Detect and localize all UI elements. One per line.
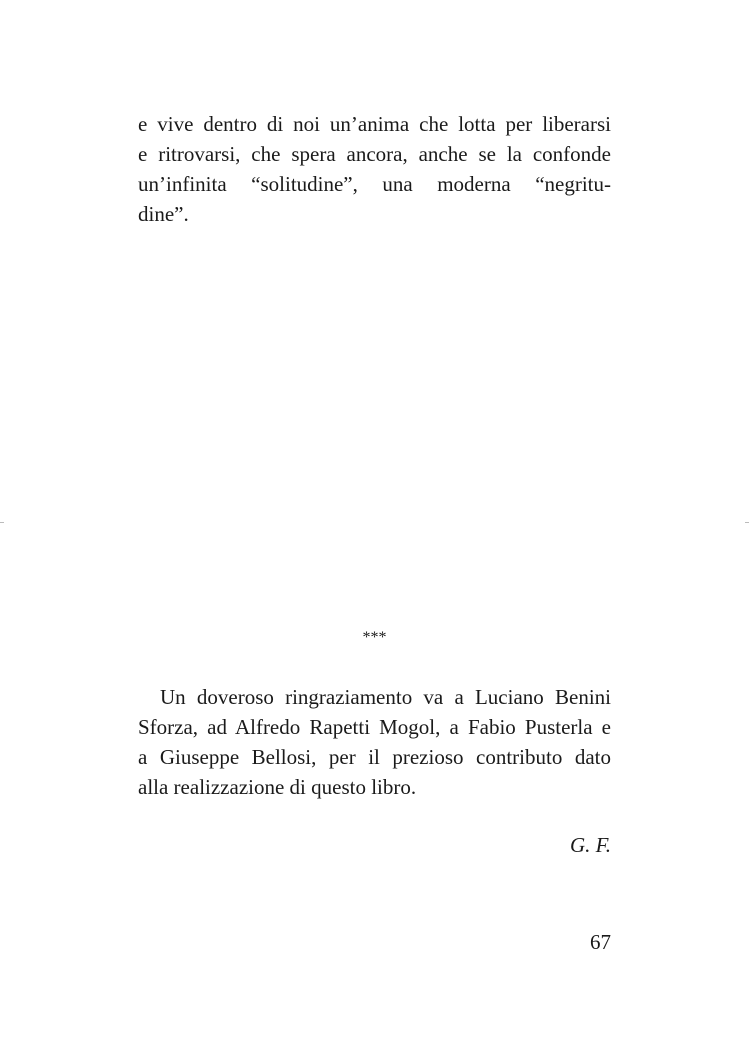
text-line: a Giuseppe Bellosi, per il prezioso contributo dato xyxy=(138,745,611,769)
section-separator: *** xyxy=(362,629,387,646)
text-line: alla realizzazione di questo libro. xyxy=(138,775,417,799)
text-line: Un doveroso ringraziamento va a Luciano Benini xyxy=(160,685,611,709)
text-line: Sforza, ad Alfredo Rapetti Mogol, a Fabio Pusterla e xyxy=(138,715,611,739)
crop-mark-right xyxy=(745,522,749,523)
acknowledgement-paragraph xyxy=(138,682,611,802)
page-number: 67 xyxy=(590,930,611,954)
text-line: dine”. xyxy=(138,202,189,226)
text-line: un’infinita “solitudine”, una moderna “negritu- xyxy=(138,172,611,196)
body-paragraph xyxy=(138,109,611,229)
text-line: e vive dentro di noi un’anima che lotta per liberarsi xyxy=(138,112,611,136)
text-line: e ritrovarsi, che spera ancora, anche se la confonde xyxy=(138,142,611,166)
crop-mark-left xyxy=(0,522,4,523)
author-signature: G. F. xyxy=(569,833,611,857)
